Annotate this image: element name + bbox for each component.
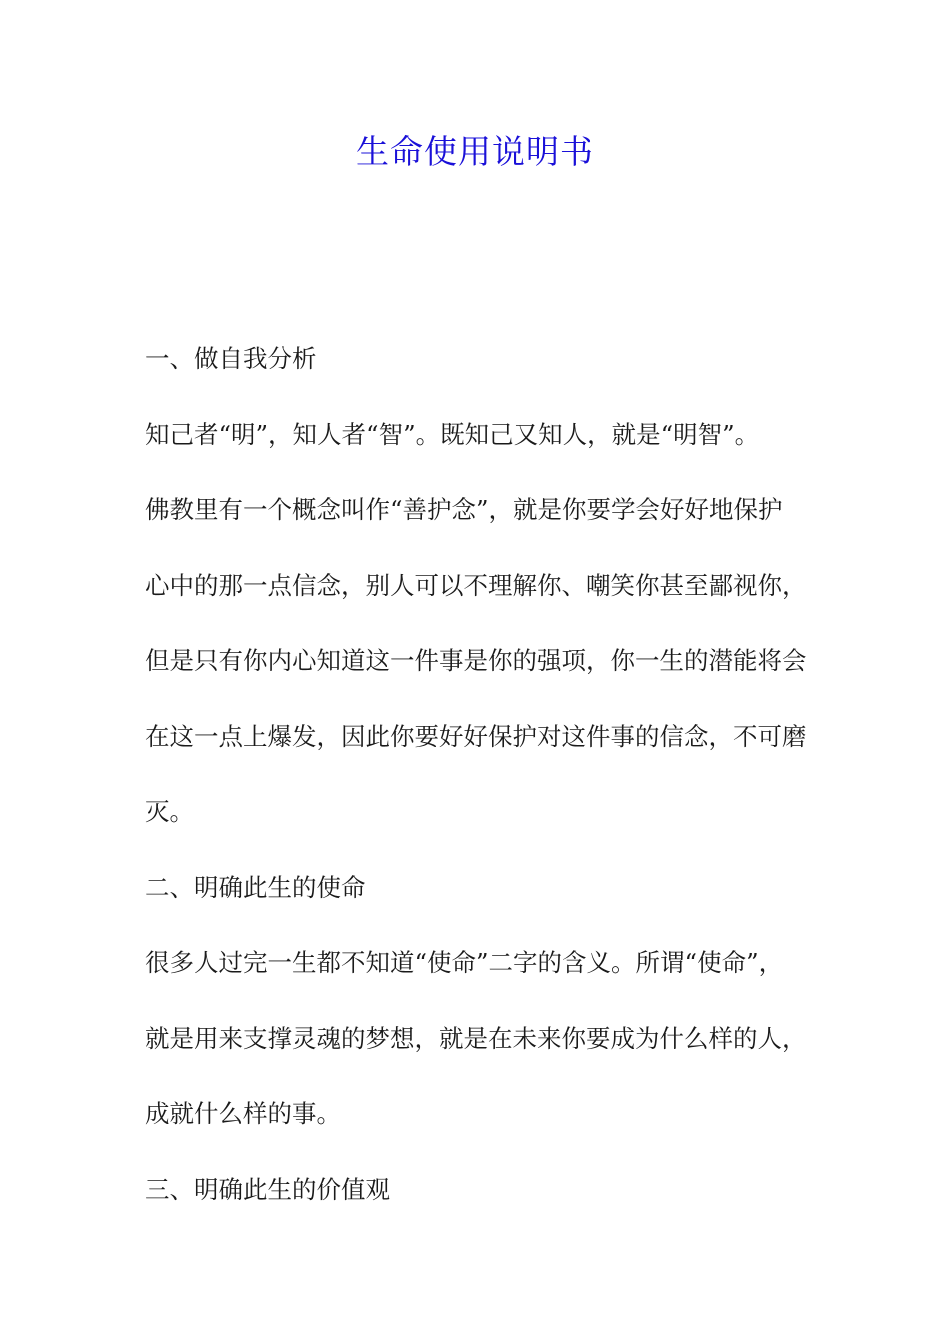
paragraph-line: 在这一点上爆发，因此你要好好保护对这件事的信念，不可磨 [145,721,807,751]
paragraph-line: 但是只有你内心知道这一件事是你的强项，你一生的潜能将会 [145,646,807,675]
document-body [145,337,835,1243]
document-title: 生命使用说明书 [356,132,594,171]
paragraph-line: 很多人过完一生都不知道“使命”二字的含义。所谓“使命”， [145,948,784,977]
paragraph-line: 知己者“明”，知人者“智”。既知己又知人，就是“明智”。 [145,419,760,449]
paragraph-line: 心中的那一点信念，别人可以不理解你、嘲笑你甚至鄙视你， [145,570,807,600]
paragraph-line: 灭。 [145,797,194,826]
section-heading-1: 一、做自我分析 [145,344,317,373]
paragraph-line: 佛教里有一个概念叫作“善护念”，就是你要学会好好地保护 [145,495,783,524]
section-heading-3: 三、明确此生的价值观 [145,1174,390,1204]
paragraph-line: 就是用来支撑灵魂的梦想，就是在未来你要成为什么样的人， [145,1023,807,1053]
section-heading-2: 二、明确此生的使命 [145,872,366,902]
paragraph-line: 成就什么样的事。 [145,1099,341,1128]
